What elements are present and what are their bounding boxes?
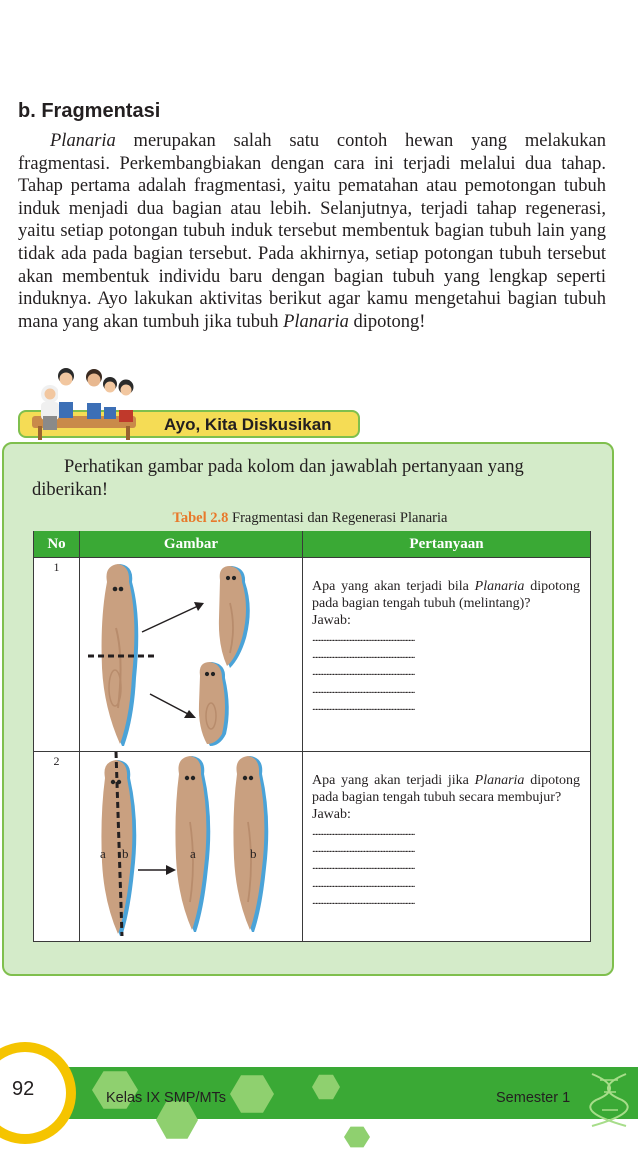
answer-label: Jawab: bbox=[312, 613, 351, 629]
answer-line: .................................................................. bbox=[312, 895, 415, 908]
question-text-italic: Planaria bbox=[474, 773, 525, 788]
header-pertanyaan: Pertanyaan bbox=[303, 531, 591, 558]
activity-banner-title: Ayo, Kita Diskusikan bbox=[164, 415, 332, 434]
table-caption-text: Fragmentasi dan Regenerasi Planaria bbox=[232, 510, 448, 526]
answer-line: .................................................................. bbox=[312, 631, 415, 644]
header-no: No bbox=[34, 531, 80, 558]
header-gambar: Gambar bbox=[80, 531, 303, 558]
paragraph-body: merupakan salah satu contoh hewan yang melakukan fragmentasi. Perkembangbiakan dengan cara ini terjadi melalui dua tahap. Tahap pertama adalah fragmentasi, yaitu pematahan atau pemotongan tubuh induk menjadi dua bagian atau lebih. Selanjutnya, terjadi tahap regenerasi, yaitu setiap potongan tubuh induk tersebut membentuk bagian tubuh lain yang tidak ada pada bagian tersebut. Pada akhirnya, setiap potongan tubuh tersebut akan membentuk individu baru dengan bagian tubuh yang lengkap seperti induknya. Ayo lakukan aktivitas berikut agar kamu mengetahui bagian tubuh mana yang akan tumbuh jika tubuh bbox=[18, 131, 606, 332]
image-cell bbox=[80, 558, 303, 752]
question-text-post: dipotong pada bagian tengah tubuh secara membujur? bbox=[312, 773, 581, 806]
answer-line: .................................................................. bbox=[312, 701, 415, 714]
answer-line: .................................................................. bbox=[312, 683, 415, 696]
planaria-transverse-cut-illustration bbox=[80, 558, 303, 746]
paragraph-tail: dipotong! bbox=[348, 311, 426, 332]
students-illustration bbox=[30, 366, 142, 442]
planaria-longitudinal-cut-illustration bbox=[80, 752, 303, 936]
section-heading: b. Fragmentasi bbox=[18, 100, 161, 122]
question-text-italic: Planaria bbox=[474, 579, 525, 594]
label-b: b bbox=[122, 846, 129, 861]
table-header-row bbox=[34, 531, 591, 558]
activity-instruction: Perhatikan gambar pada kolom dan jawablah pertanyaan yang diberikan! bbox=[32, 457, 524, 500]
fragmentation-table bbox=[33, 531, 591, 942]
paragraph-italic-end: Planaria bbox=[283, 311, 349, 332]
footer-class-label: Kelas IX SMP/MTs bbox=[106, 1090, 227, 1106]
answer-label: Jawab: bbox=[312, 807, 351, 823]
question-text-pre: Apa yang akan terjadi jika bbox=[312, 773, 475, 788]
question-text bbox=[312, 578, 580, 612]
page-number: 92 bbox=[12, 1078, 35, 1100]
hexagon-decoration bbox=[344, 1126, 370, 1148]
answer-line: .................................................................. bbox=[312, 825, 415, 838]
answer-line: .................................................................. bbox=[312, 666, 415, 679]
label-a: a bbox=[100, 846, 106, 861]
image-cell bbox=[80, 752, 303, 942]
intro-paragraph bbox=[18, 130, 606, 333]
paragraph-italic-lead: Planaria bbox=[50, 131, 116, 151]
answer-line: .................................................................. bbox=[312, 877, 415, 890]
question-text-pre: Apa yang akan terjadi bila bbox=[312, 579, 475, 594]
question-cell bbox=[303, 752, 591, 942]
table-row bbox=[34, 752, 591, 942]
row-number: 2 bbox=[34, 752, 80, 942]
table-caption-label: Tabel 2.8 bbox=[172, 510, 229, 526]
footer-semester-label: Semester 1 bbox=[496, 1090, 571, 1106]
question-text-post: dipotong pada bagian tengah tubuh (melintang)? bbox=[312, 579, 581, 612]
answer-line: .................................................................. bbox=[312, 843, 415, 856]
table-row bbox=[34, 558, 591, 752]
row-number: 1 bbox=[34, 558, 80, 752]
answer-line: .................................................................. bbox=[312, 860, 415, 873]
label-a: a bbox=[190, 846, 196, 861]
answer-line: .................................................................. bbox=[312, 649, 415, 662]
question-cell bbox=[303, 558, 591, 752]
table-caption bbox=[0, 510, 620, 527]
question-text bbox=[312, 772, 580, 806]
dna-icon bbox=[586, 1070, 634, 1128]
label-b: b bbox=[250, 846, 257, 861]
